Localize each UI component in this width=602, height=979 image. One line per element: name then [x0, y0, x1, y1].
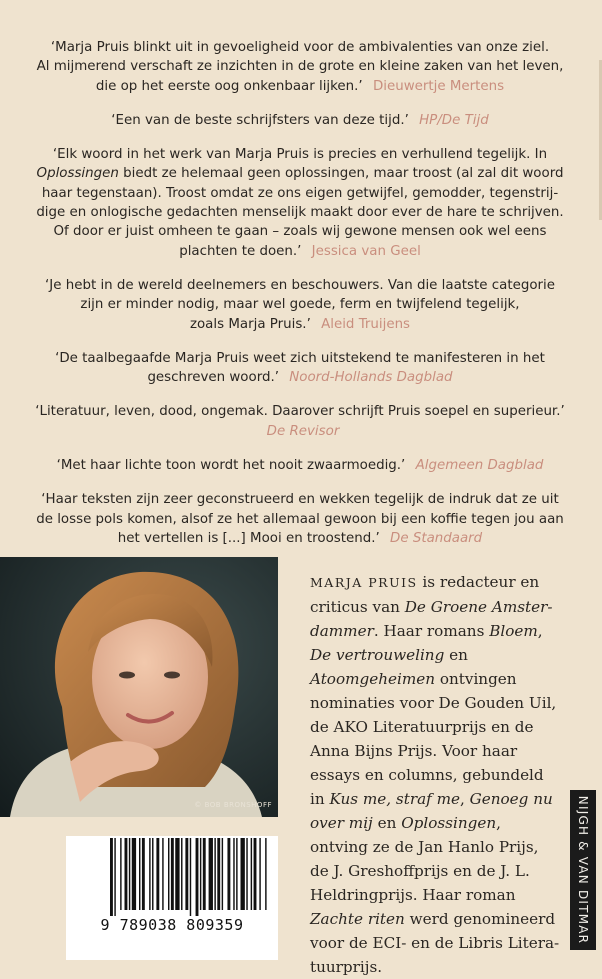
quote-source: Noord-Hollands Dagblad: [289, 370, 453, 386]
quote-source: Dieuwertje Mertens: [372, 78, 505, 94]
barcode-bar: [149, 838, 150, 910]
author-bio: [310, 570, 560, 979]
barcode-bar: [254, 838, 257, 910]
barcode-bar: [175, 838, 179, 910]
publisher-name: NIJGH & VAN DITMAR: [576, 795, 590, 945]
barcode-bar: [110, 838, 113, 916]
photo-credit: © BOB BRONSHOFF: [194, 801, 272, 809]
barcode-bar: [251, 838, 252, 910]
barcode-bar: [241, 838, 245, 910]
barcode-bar: [200, 838, 201, 910]
quote-source: De Standaard: [390, 530, 483, 546]
barcode-bar: [120, 838, 121, 910]
barcode-bar: [236, 838, 237, 910]
barcode-bar: [132, 838, 136, 910]
review-quote: ‘Een van de beste schrijfsters van deze tijd.’ HP/De Tijd: [111, 112, 489, 128]
barcode-bar: [222, 838, 223, 910]
isbn-barcode: [66, 836, 278, 960]
barcode-bar: [156, 838, 159, 910]
isbn-number: 9 789038 809359: [100, 916, 244, 934]
review-quotes: [30, 38, 570, 563]
barcode-bar: [233, 838, 234, 910]
review-quote: ‘Je hebt in de wereld deelnemers en beschouwers. Van die laatste categorie zijn er minder nodig, maar wel goede, ferm en twijfelend tegelijk, zoals Marja Pruis.’ Aleid Truijens: [45, 277, 555, 332]
barcode-bar: [125, 838, 128, 910]
barcode-bar: [209, 838, 213, 910]
review-quote: ‘Elk woord in het werk van Marja Pruis is precies en verhullend tegelijk. In Oplossingen biedt ze helemaal geen oplossingen, maar troost (al zal dit woord haar tegenstaan). Troost omdat ze ons eigen getwijfel, gemodder, tegenstrij- dige en onlogische gedachten menselijk maakt door ever de hare te schrijven. Of door er juist omheen te gaan – zoals wij gewone mensen ook wel eens plachten te doen.’ Jessica van Geel: [36, 147, 564, 259]
barcode-bar: [246, 838, 247, 910]
barcode-bars: [66, 836, 278, 960]
quote-source: Jessica van Geel: [311, 243, 421, 259]
bio-paragraph: MARJA PRUIS is redacteur en criticus van De Groene Amsterdammer. Haar romans Bloem, De vertrouweling en Atoomgeheimen ontvingen nominaties voor De Gouden Uil, de AKO Literatuurprijs en de Anna Bijns Prijs. Voor haar essays en columns, gebundeld in Kus me, straf me, Genoeg nu over mij en Oplossingen, ontving ze de Jan Hanlo Prijs, de J. Greshoffprijs en de J. L. Heldringprijs. Haar roman Zachte riten werd genomineerd voor de ECI- en de Libris Literatuurprijs.: [310, 573, 560, 976]
barcode-bar: [227, 838, 230, 910]
quote-source: HP/De Tijd: [419, 112, 489, 128]
barcode-bar: [190, 838, 191, 916]
quote-source: De Revisor: [266, 423, 340, 439]
barcode-bar: [152, 838, 153, 910]
barcode-bar: [181, 838, 182, 910]
review-quote: ‘Haar teksten zijn zeer geconstrueerd en wekken tegelijk de indruk dat ze uit de losse pols komen, alsof ze het allemaal gewoon bij een koffie tegen jou aan het vertellen is [...] Mooi en troostend.’ De Standaard: [36, 492, 564, 546]
book-title: Oplossingen: [36, 166, 119, 182]
quote-source: Aleid Truijens: [321, 316, 411, 332]
barcode-bar: [129, 838, 130, 910]
barcode-bar: [214, 838, 215, 910]
barcode-bar: [171, 838, 174, 910]
review-quote: ‘De taalbegaafde Marja Pruis weet zich uitstekend te manifesteren in het geschreven woord.’ Noord-Hollands Dagblad: [55, 350, 545, 386]
author-photo: [0, 557, 278, 817]
barcode-bar: [114, 838, 115, 916]
barcode-bar: [265, 838, 266, 910]
barcode-bar: [203, 838, 206, 910]
barcode-bar: [217, 838, 220, 910]
barcode-bar: [196, 838, 199, 916]
author-name: MARJA PRUIS: [310, 575, 418, 590]
publisher-logo: [570, 790, 596, 950]
barcode-bar: [139, 838, 140, 910]
review-quote: ‘Marja Pruis blinkt uit in gevoeligheid voor de ambivalenties van onze ziel. Al mijmerend verschaft ze inzichten in de grote en kleine zaken van het leven, die op het eerste oog onkenbaar lijken.’ Dieuwertje Mertens: [36, 40, 564, 94]
quote-source: Algemeen Dagblad: [415, 458, 544, 474]
barcode-bar: [259, 838, 260, 910]
review-quote: ‘Met haar lichte toon wordt het nooit zwaarmoedig.’ Algemeen Dagblad: [56, 458, 544, 474]
review-quote: ‘Literatuur, leven, dood, ongemak. Daarover schrijft Pruis soepel en superieur.’ De Revisor: [35, 404, 565, 439]
barcode-bar: [162, 838, 163, 910]
barcode-bar: [185, 838, 188, 910]
author-portrait-illustration: [0, 557, 278, 817]
barcode-bar: [142, 838, 145, 910]
barcode-bar: [168, 838, 169, 910]
